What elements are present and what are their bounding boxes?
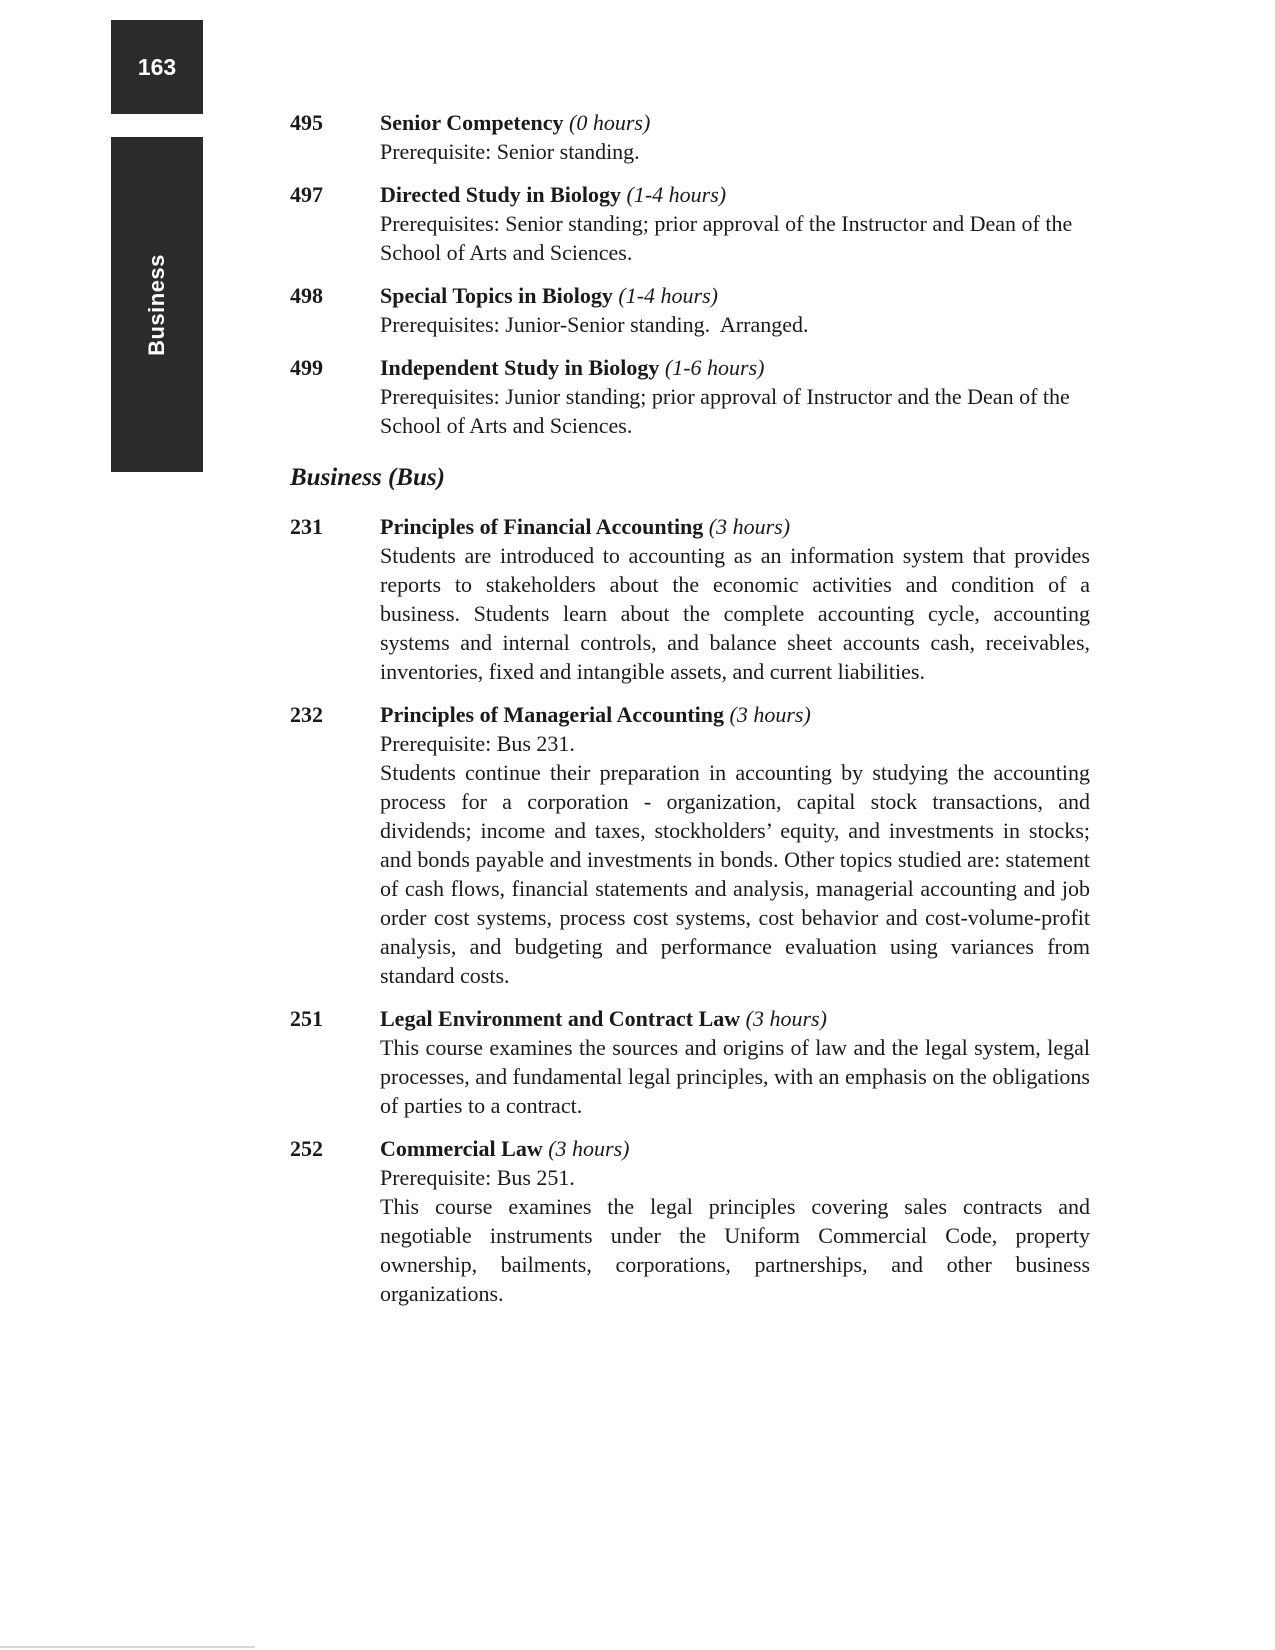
course-description: Prerequisite: Senior standing. <box>380 139 640 164</box>
course-heading <box>380 1004 1090 1033</box>
page-edge-rule <box>0 1646 255 1648</box>
course-hours: (1-6 hours) <box>664 355 765 380</box>
course-body <box>380 281 1090 339</box>
course-entry <box>290 108 1090 166</box>
course-heading <box>380 108 1090 137</box>
course-body <box>380 1134 1090 1308</box>
course-title: Special Topics in Biology <box>380 283 613 308</box>
course-description: Prerequisites: Junior-Senior standing. Arranged. <box>380 312 809 337</box>
course-prerequisite: Prerequisite: Bus 251. <box>380 1165 575 1190</box>
course-entry <box>290 1004 1090 1120</box>
course-body <box>380 512 1090 686</box>
course-hours: (1-4 hours) <box>626 182 727 207</box>
course-number: 499 <box>290 355 323 380</box>
course-entry <box>290 281 1090 339</box>
course-hours: (1-4 hours) <box>618 283 719 308</box>
course-entry <box>290 700 1090 990</box>
course-heading <box>380 281 1090 310</box>
course-title: Independent Study in Biology <box>380 355 660 380</box>
course-hours: (3 hours) <box>548 1136 630 1161</box>
course-entry <box>290 1134 1090 1308</box>
course-title: Principles of Managerial Accounting <box>380 702 725 727</box>
page-number: 163 <box>137 53 177 80</box>
course-hours: (3 hours) <box>708 514 791 539</box>
course-heading <box>380 180 1090 209</box>
course-heading <box>380 353 1090 382</box>
course-description: Prerequisites: Junior standing; prior approval of Instructor and the Dean of the School of Arts and Sciences. <box>380 384 1070 438</box>
course-description: This course examines the sources and origins of law and the legal system, legal processes, and fundamental legal principles, with an emphasis on the obligations of parties to a contract. <box>380 1035 1090 1118</box>
course-hours: (3 hours) <box>745 1006 827 1031</box>
section-tab <box>111 137 203 472</box>
course-prerequisite: Prerequisite: Bus 231. <box>380 731 575 756</box>
course-number: 497 <box>290 182 323 207</box>
course-body <box>380 353 1090 440</box>
course-body <box>380 180 1090 267</box>
course-body <box>380 108 1090 166</box>
course-description: Prerequisites: Senior standing; prior approval of the Instructor and Dean of the School of Arts and Sciences. <box>380 211 1073 265</box>
section-tab-label: Business <box>144 253 169 356</box>
course-entry <box>290 353 1090 440</box>
course-title: Commercial Law <box>380 1136 543 1161</box>
course-description: This course examines the legal principles covering sales contracts and negotiable instruments under the Uniform Commercial Code, property ownership, bailments, corporations, partnerships, and other business organizations. <box>380 1194 1090 1306</box>
course-body <box>380 1004 1090 1120</box>
course-hours: (3 hours) <box>729 702 811 727</box>
section-heading: Business (Bus) <box>290 464 445 491</box>
course-number: 498 <box>290 283 323 308</box>
course-heading <box>380 1134 1090 1163</box>
course-entry <box>290 512 1090 686</box>
course-title: Principles of Financial Accounting <box>380 514 704 539</box>
course-heading <box>380 700 1090 729</box>
course-number: 232 <box>290 702 323 727</box>
course-number: 252 <box>290 1136 323 1161</box>
course-description: Students continue their preparation in accounting by studying the accounting process for a corporation - organization, capital stock transactions, and dividends; income and taxes, stockholders’ equity, and investments in stocks; and bonds payable and investments in bonds. Other topics studied are: statement of cash flows, financial statements and analysis, managerial accounting and job order cost systems, process cost systems, cost behavior and cost-volume-profit analysis, and budgeting and performance evaluation using variances from standard costs. <box>380 760 1090 988</box>
course-title: Senior Competency <box>380 110 564 135</box>
course-hours: (0 hours) <box>569 110 651 135</box>
catalog-content <box>290 108 1090 1322</box>
course-body <box>380 700 1090 990</box>
course-number: 251 <box>290 1006 323 1031</box>
course-number: 231 <box>290 514 323 539</box>
course-number: 495 <box>290 110 323 135</box>
course-description: Students are introduced to accounting as an information system that provides reports to stakeholders about the economic activities and condition of a business. Students learn about the complete accounting cycle, accounting systems and internal controls, and balance sheet accounts cash, receivables, inventories, fixed and intangible assets, and current liabilities. <box>380 543 1090 684</box>
course-title: Directed Study in Biology <box>380 182 622 207</box>
course-entry <box>290 180 1090 267</box>
course-heading <box>380 512 1090 541</box>
page-number-tab <box>111 20 203 114</box>
course-title: Legal Environment and Contract Law <box>380 1006 741 1031</box>
